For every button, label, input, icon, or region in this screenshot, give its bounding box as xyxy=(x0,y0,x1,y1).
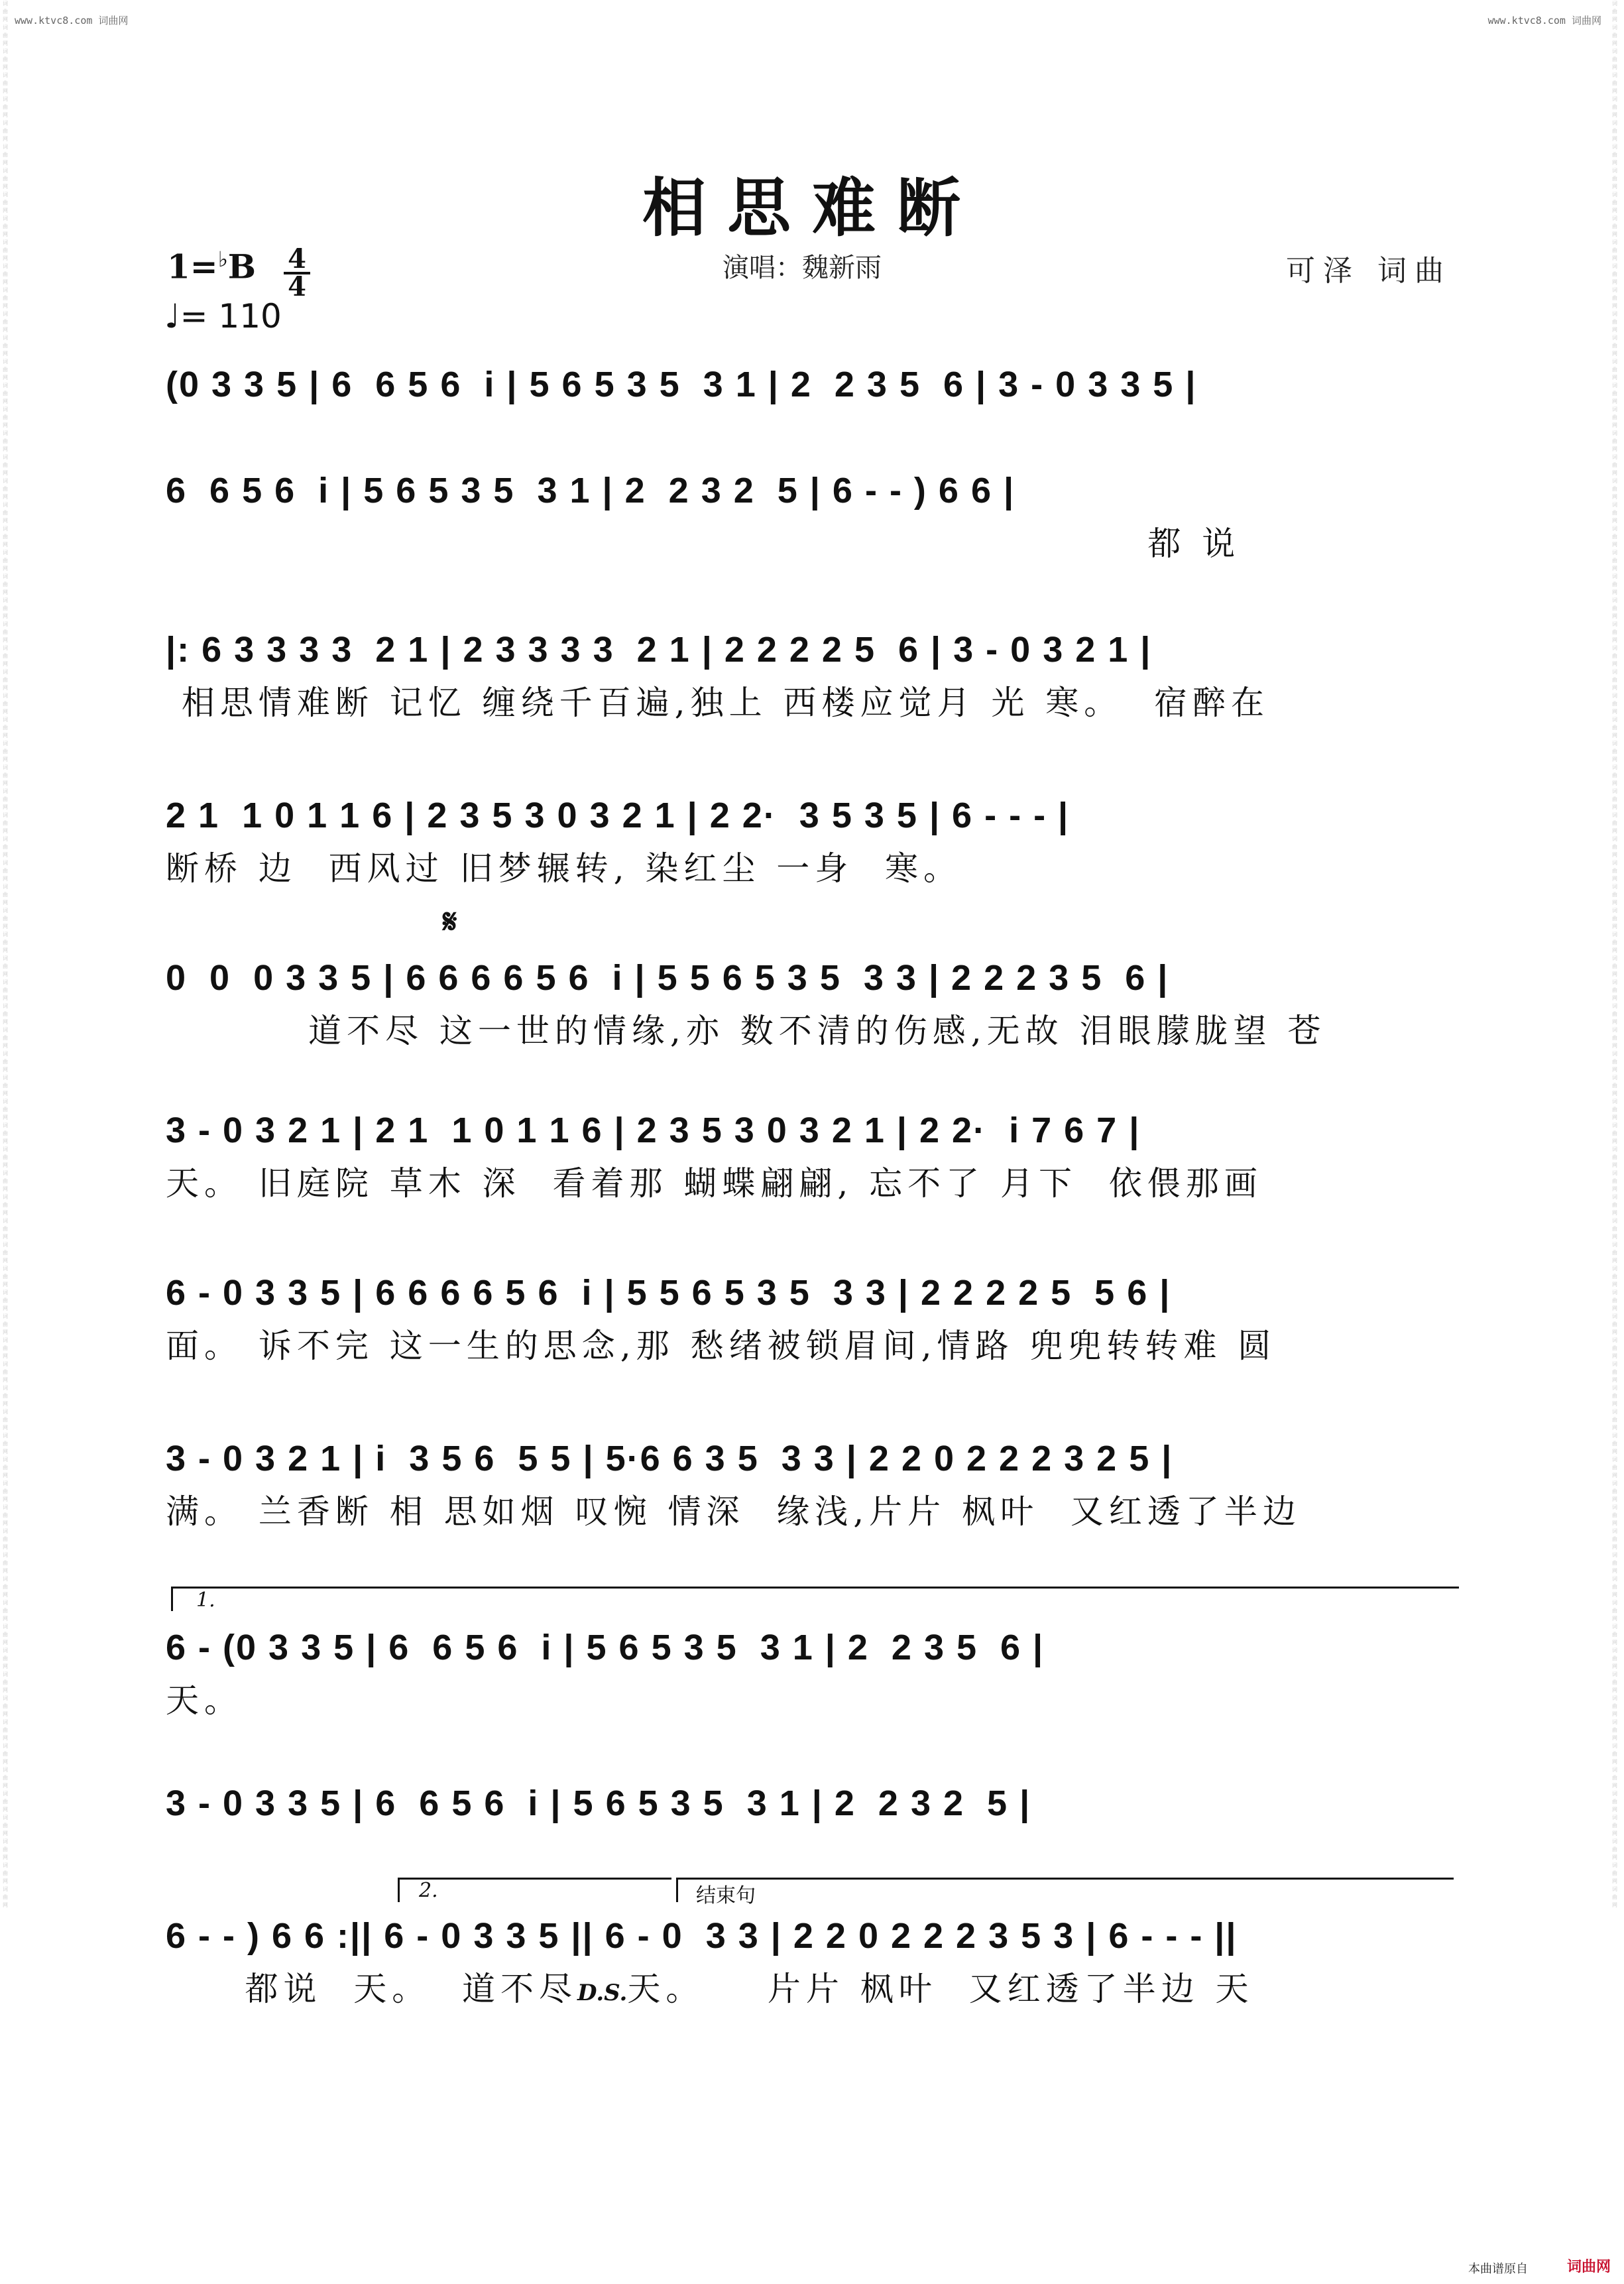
notes-line: 6 - (0 3 3 5 | 6 6 5 6 i | 5 6 5 3 5 3 1 | 2 2 3 5 6 | xyxy=(166,1628,1045,1667)
singer-credit: 演唱：魏新雨 xyxy=(723,253,882,283)
meter-denominator: 4 xyxy=(284,272,310,300)
lyric-line xyxy=(166,1962,1462,2015)
author-credit: 可泽 词曲 xyxy=(1286,254,1452,288)
volta-first-label: 1. xyxy=(196,1589,215,1612)
lyric-segment-tail: 天。 片片 枫叶 又红透了半边 天 xyxy=(627,1970,1254,2008)
key-label: 1= xyxy=(167,247,218,286)
footer-source-label: 本曲谱原自 xyxy=(1468,2262,1528,2276)
notes-line: 3 - 0 3 3 5 | 6 6 5 6 i | 5 6 5 3 5 3 1 | 2 2 3 2 5 | xyxy=(166,1783,1031,1823)
notes-line: |: 6 3 3 3 3 2 1 | 2 3 3 3 3 2 1 | 2 2 2 2 5 6 | 3 - 0 3 2 1 | xyxy=(166,630,1152,670)
score-row-8 xyxy=(166,1432,1462,1558)
lyric-line xyxy=(166,411,1462,464)
notes-line: 6 6 5 6 i | 5 6 5 3 5 3 1 | 2 2 3 2 5 | 6 - - ) 6 6 | xyxy=(166,471,1015,511)
lyric-line: 断桥 边 西风过 旧梦辗转, 染红尘 一身 寒。 xyxy=(166,849,962,888)
score-row-2 xyxy=(166,464,1462,590)
key-signature xyxy=(167,247,256,286)
lyric-line: 道不尽 这一世的情缘,亦 数不清的伤感,无故 泪眼朦胧望 苍 xyxy=(166,1012,1326,1050)
volta-second-label: 2. xyxy=(419,1879,438,1902)
time-signature xyxy=(284,243,310,302)
volta-first-bracket xyxy=(171,1587,1459,1611)
score-row-5 xyxy=(166,951,1462,1077)
lyric-segment: 都说 天。 道不尽 xyxy=(166,1970,578,2008)
meter-numerator: 4 xyxy=(288,243,306,274)
lyric-line: 满。 兰香断 相 思如烟 叹惋 情深 缘浅,片片 枫叶 又红透了半边 xyxy=(166,1492,1301,1531)
score-row-11 xyxy=(166,1909,1462,2035)
score-row-3 xyxy=(166,623,1462,749)
tempo-marking xyxy=(164,297,282,335)
notes-line: 2 1 1 0 1 1 6 | 2 3 5 3 0 3 2 1 | 2 2· 3 5 3 5 | 6 - - - | xyxy=(166,796,1070,835)
flat-icon: ♭ xyxy=(217,247,228,272)
segno-icon: 𝄋 xyxy=(443,902,457,941)
watermark-edge-left: 词曲网 词曲网 词曲网 词曲网 词曲网 词曲网 词曲网 词曲网 词曲网 词曲网 词曲网 词曲网 词曲网 词曲网 词曲网 词曲网 词曲网 词曲网 词曲网 词曲网 词曲网 词曲网 词曲网 词曲网 词曲网 词曲网 词曲网 词曲网 词曲网 词曲网 词曲网 词曲网 词曲网 词曲网 词曲网 词曲网 词曲网 词曲网 词曲网 词曲网 词曲网 词曲网 词曲网 词曲网 词曲网 词曲网 词曲网 词曲网 词曲网 词曲网 词曲网 词曲网 词曲网 词曲网 词曲网 词曲网 词曲网 词曲网 词曲网 词曲网 词曲网 词曲网 词曲网 词曲网 词曲网 词曲网 词曲网 词曲网 词曲网 词曲网 词曲网 词曲网 词曲网 词曲网 词曲网 词曲网 词曲网 词曲网 词曲网 词曲网 xyxy=(3,1,8,1908)
score-row-7 xyxy=(166,1266,1462,1392)
ending-label: 结束句 xyxy=(696,1884,756,1907)
watermark-edge-right: 词曲网 词曲网 词曲网 词曲网 词曲网 词曲网 词曲网 词曲网 词曲网 词曲网 词曲网 词曲网 词曲网 词曲网 词曲网 词曲网 词曲网 词曲网 词曲网 词曲网 词曲网 词曲网 词曲网 词曲网 词曲网 词曲网 词曲网 词曲网 词曲网 词曲网 词曲网 词曲网 词曲网 词曲网 词曲网 词曲网 词曲网 词曲网 词曲网 词曲网 词曲网 词曲网 词曲网 词曲网 词曲网 词曲网 词曲网 词曲网 词曲网 词曲网 词曲网 词曲网 词曲网 词曲网 词曲网 词曲网 词曲网 词曲网 词曲网 词曲网 词曲网 词曲网 词曲网 词曲网 词曲网 词曲网 词曲网 词曲网 词曲网 词曲网 词曲网 词曲网 词曲网 词曲网 词曲网 词曲网 词曲网 词曲网 词曲网 词曲网 xyxy=(1612,1,1617,1908)
quarter-note-icon: ♩ xyxy=(164,297,180,335)
score-row-6 xyxy=(166,1104,1462,1230)
lyric-line: 都 说 xyxy=(166,524,1241,563)
footer-logo: 词曲网 xyxy=(1567,2259,1611,2275)
notes-line: 0 0 0 3 3 5 | 6 6 6 6 5 6 i | 5 5 6 5 3 5 3 3 | 2 2 2 3 5 6 | xyxy=(166,958,1169,998)
tempo-value: = 110 xyxy=(180,297,282,335)
watermark-top-right: www.ktvc8.com 词曲网 xyxy=(1487,15,1601,27)
notes-line: 3 - 0 3 2 1 | 2 1 1 0 1 1 6 | 2 3 5 3 0 3 2 1 | 2 2· i 7 6 7 | xyxy=(166,1111,1141,1150)
notes-line: (0 3 3 5 | 6 6 5 6 i | 5 6 5 3 5 3 1 | 2 2 3 5 6 | 3 - 0 3 3 5 | xyxy=(166,365,1197,404)
ending-bracket xyxy=(676,1878,1454,1902)
lyric-line: 面。 诉不完 这一生的思念,那 愁绪被锁眉间,情路 兜兜转转难 圆 xyxy=(166,1327,1277,1365)
page-title: 相思难断 xyxy=(642,170,982,245)
dal-segno-mark: D.S. xyxy=(577,1980,628,2006)
score-row-4 xyxy=(166,789,1462,915)
lyric-line: 天。 xyxy=(166,1681,243,1720)
score-row-9 xyxy=(166,1621,1462,1747)
key-note: B xyxy=(227,247,257,286)
volta-second-bracket xyxy=(398,1878,671,1902)
watermark-top-left: www.ktvc8.com 词曲网 xyxy=(15,15,129,27)
lyric-line: 相思情难断 记忆 缠绕千百遍,独上 西楼应觉月 光 寒。 宿醉在 xyxy=(166,684,1270,722)
lyric-line xyxy=(166,1830,1462,1883)
lyric-line: 天。 旧庭院 草木 深 看着那 蝴蝶翩翩, 忘不了 月下 依偎那画 xyxy=(166,1164,1263,1203)
notes-line: 6 - - ) 6 6 :|| 6 - 0 3 3 5 || 6 - 0 3 3 | 2 2 0 2 2 2 3 5 3 | 6 - - - || xyxy=(166,1916,1238,1956)
notes-line: 3 - 0 3 2 1 | i 3 5 6 5 5 | 5·6 6 3 5 3 3 | 2 2 0 2 2 2 3 2 5 | xyxy=(166,1439,1173,1478)
notes-line: 6 - 0 3 3 5 | 6 6 6 6 5 6 i | 5 5 6 5 3 5 3 3 | 2 2 2 2 5 5 6 | xyxy=(166,1273,1171,1313)
